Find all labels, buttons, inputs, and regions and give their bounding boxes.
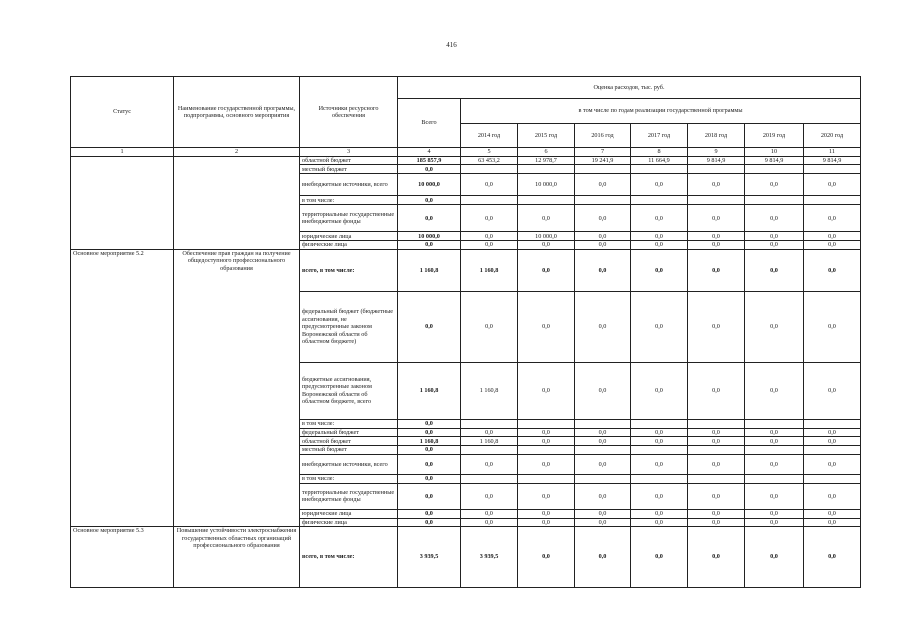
year-value	[804, 196, 861, 205]
year-value: 63 453,2	[461, 157, 518, 165]
year-value: 1 160,8	[461, 362, 518, 419]
year-value: 0,0	[518, 454, 575, 474]
total-value: 0,0	[398, 205, 461, 232]
year-value	[804, 419, 861, 428]
measure-name: Повышение устойчивости электроснабжения государственных областных организаций профессионального образования	[174, 527, 300, 588]
year-value	[461, 419, 518, 428]
funding-source: территориальные государственные внебюджетные фонды	[300, 205, 398, 232]
year-value	[518, 165, 575, 174]
total-value: 1 160,8	[398, 362, 461, 419]
funding-source: юридические лица	[300, 232, 398, 241]
year-value: 0,0	[575, 291, 631, 362]
total-value: 0,0	[398, 474, 461, 483]
header-estimate: Оценка расходов, тыс. руб.	[398, 77, 861, 99]
year-value	[688, 419, 745, 428]
year-value: 0,0	[804, 205, 861, 232]
year-value: 0,0	[631, 241, 688, 249]
year-value: 0,0	[804, 241, 861, 249]
funding-source: местный бюджет	[300, 165, 398, 174]
header-year: 2017 год	[631, 124, 688, 148]
year-value: 0,0	[688, 362, 745, 419]
year-value: 0,0	[688, 454, 745, 474]
year-value: 0,0	[461, 232, 518, 241]
table-row	[71, 157, 861, 165]
year-value	[461, 196, 518, 205]
year-value: 0,0	[804, 454, 861, 474]
year-value: 0,0	[745, 174, 804, 196]
year-value: 0,0	[804, 291, 861, 362]
year-value: 0,0	[688, 518, 745, 526]
year-value: 0,0	[631, 509, 688, 518]
year-value	[518, 474, 575, 483]
year-value: 19 241,9	[575, 157, 631, 165]
measure-name	[174, 157, 300, 250]
year-value: 0,0	[518, 241, 575, 249]
year-value: 11 664,9	[631, 157, 688, 165]
year-value: 0,0	[461, 454, 518, 474]
funding-source: в том числе:	[300, 419, 398, 428]
year-value	[518, 196, 575, 205]
year-value: 0,0	[518, 437, 575, 446]
year-value: 0,0	[688, 205, 745, 232]
column-number: 11	[804, 148, 861, 157]
year-value: 0,0	[745, 205, 804, 232]
year-value: 0,0	[688, 232, 745, 241]
funding-source: внебюджетные источники, всего	[300, 454, 398, 474]
header-year: 2019 год	[745, 124, 804, 148]
year-value: 0,0	[575, 509, 631, 518]
year-value: 9 814,9	[745, 157, 804, 165]
year-value: 0,0	[688, 291, 745, 362]
year-value: 0,0	[575, 437, 631, 446]
year-value	[745, 196, 804, 205]
year-value: 0,0	[631, 527, 688, 588]
year-value: 0,0	[575, 483, 631, 509]
column-number: 2	[174, 148, 300, 157]
year-value: 0,0	[575, 241, 631, 249]
year-value: 0,0	[461, 174, 518, 196]
year-value: 0,0	[461, 483, 518, 509]
year-value: 0,0	[575, 362, 631, 419]
column-number: 4	[398, 148, 461, 157]
year-value: 0,0	[631, 518, 688, 526]
year-value	[575, 196, 631, 205]
year-value: 0,0	[575, 205, 631, 232]
year-value	[745, 474, 804, 483]
funding-source: внебюджетные источники, всего	[300, 174, 398, 196]
year-value	[518, 419, 575, 428]
year-value: 0,0	[745, 249, 804, 291]
funding-source: в том числе:	[300, 474, 398, 483]
header-year: 2020 год	[804, 124, 861, 148]
year-value: 0,0	[461, 241, 518, 249]
total-value: 0,0	[398, 428, 461, 436]
funding-source: территориальные государственные внебюджетные фонды	[300, 483, 398, 509]
total-value: 0,0	[398, 446, 461, 454]
year-value: 0,0	[631, 428, 688, 436]
year-value: 0,0	[745, 509, 804, 518]
year-value: 1 160,8	[461, 249, 518, 291]
year-value	[688, 446, 745, 454]
year-value: 9 814,9	[688, 157, 745, 165]
total-value: 185 857,9	[398, 157, 461, 165]
group-measure-5-2	[71, 249, 861, 526]
year-value: 0,0	[518, 291, 575, 362]
year-value: 0,0	[804, 437, 861, 446]
table-row	[71, 527, 861, 588]
funding-source: всего, в том числе:	[300, 249, 398, 291]
year-value	[575, 446, 631, 454]
header-total: Всего	[398, 99, 461, 148]
year-value: 0,0	[804, 527, 861, 588]
measure-status: Основное мероприятие 5.3	[71, 527, 174, 588]
year-value: 0,0	[461, 518, 518, 526]
page-number: 416	[446, 41, 457, 49]
year-value: 0,0	[688, 428, 745, 436]
year-value: 0,0	[745, 527, 804, 588]
year-value: 12 978,7	[518, 157, 575, 165]
year-value: 0,0	[631, 232, 688, 241]
year-value: 0,0	[688, 437, 745, 446]
total-value: 3 939,5	[398, 527, 461, 588]
year-value: 0,0	[745, 428, 804, 436]
total-value: 0,0	[398, 241, 461, 249]
year-value: 0,0	[461, 291, 518, 362]
total-value: 0,0	[398, 196, 461, 205]
year-value: 0,0	[745, 483, 804, 509]
year-value: 0,0	[804, 509, 861, 518]
header-year: 2015 год	[518, 124, 575, 148]
year-value: 3 939,5	[461, 527, 518, 588]
year-value: 0,0	[688, 483, 745, 509]
year-value	[745, 165, 804, 174]
year-value	[804, 446, 861, 454]
column-number: 6	[518, 148, 575, 157]
funding-source: всего, в том числе:	[300, 527, 398, 588]
header-by-years: в том числе по годам реализации государственной программы	[461, 99, 861, 124]
year-value: 10 000,0	[518, 174, 575, 196]
year-value: 0,0	[575, 249, 631, 291]
funding-source: областной бюджет	[300, 157, 398, 165]
year-value: 0,0	[631, 483, 688, 509]
total-value: 0,0	[398, 291, 461, 362]
total-value: 10 000,0	[398, 232, 461, 241]
year-value: 0,0	[518, 527, 575, 588]
year-value: 0,0	[631, 362, 688, 419]
column-number: 7	[575, 148, 631, 157]
year-value: 0,0	[745, 232, 804, 241]
funding-source: в том числе:	[300, 196, 398, 205]
group-measure-5-3	[71, 527, 861, 588]
year-value	[745, 446, 804, 454]
header-status: Статус	[71, 77, 174, 148]
total-value: 0,0	[398, 454, 461, 474]
year-value: 9 814,9	[804, 157, 861, 165]
year-value: 0,0	[688, 249, 745, 291]
header-name: Наименование государственной программы, подпрограммы, основного мероприятия	[174, 77, 300, 148]
year-value: 0,0	[745, 362, 804, 419]
year-value	[461, 446, 518, 454]
year-value: 0,0	[688, 527, 745, 588]
year-value	[804, 165, 861, 174]
year-value	[461, 474, 518, 483]
budget-table	[70, 76, 861, 588]
year-value	[688, 474, 745, 483]
year-value	[575, 474, 631, 483]
year-value: 0,0	[631, 205, 688, 232]
year-value	[631, 446, 688, 454]
funding-source: федеральный бюджет	[300, 428, 398, 436]
year-value	[631, 165, 688, 174]
year-value: 0,0	[631, 437, 688, 446]
column-number: 1	[71, 148, 174, 157]
year-value: 0,0	[461, 509, 518, 518]
year-value: 0,0	[688, 509, 745, 518]
funding-source: областной бюджет	[300, 437, 398, 446]
year-value: 10 000,0	[518, 232, 575, 241]
total-value: 1 160,8	[398, 437, 461, 446]
header-sources: Источники ресурсного обеспечения	[300, 77, 398, 148]
column-number: 3	[300, 148, 398, 157]
year-value: 0,0	[518, 483, 575, 509]
year-value: 0,0	[575, 428, 631, 436]
year-value: 0,0	[575, 454, 631, 474]
measure-name: Обеспечение прав граждан на получение общедоступного профессионального образования	[174, 249, 300, 526]
total-value: 10 000,0	[398, 174, 461, 196]
year-value: 0,0	[575, 232, 631, 241]
year-value: 0,0	[631, 249, 688, 291]
year-value	[688, 165, 745, 174]
year-value: 0,0	[804, 428, 861, 436]
year-value	[461, 165, 518, 174]
year-value	[518, 446, 575, 454]
year-value	[631, 196, 688, 205]
year-value: 0,0	[745, 454, 804, 474]
year-value: 0,0	[461, 428, 518, 436]
year-value: 0,0	[804, 483, 861, 509]
year-value: 0,0	[518, 518, 575, 526]
year-value: 0,0	[461, 205, 518, 232]
funding-source: бюджетные ассигнования, предусмотренные законом Воронежской области об областном бюджете, всего	[300, 362, 398, 419]
year-value: 0,0	[745, 437, 804, 446]
year-value	[631, 474, 688, 483]
total-value: 0,0	[398, 165, 461, 174]
total-value: 0,0	[398, 419, 461, 428]
year-value: 0,0	[518, 509, 575, 518]
year-value: 0,0	[745, 241, 804, 249]
year-value: 0,0	[804, 362, 861, 419]
year-value: 0,0	[518, 205, 575, 232]
year-value: 0,0	[631, 291, 688, 362]
year-value	[575, 165, 631, 174]
year-value	[745, 419, 804, 428]
funding-source: федеральный бюджет (бюджетные ассигнования, не предусмотренные законом Воронежской области об областном бюджете)	[300, 291, 398, 362]
funding-source: физические лица	[300, 241, 398, 249]
total-value: 0,0	[398, 509, 461, 518]
funding-source: местный бюджет	[300, 446, 398, 454]
header-year: 2018 год	[688, 124, 745, 148]
year-value: 0,0	[631, 454, 688, 474]
year-value	[575, 419, 631, 428]
group-continuation	[71, 157, 861, 250]
year-value: 0,0	[688, 241, 745, 249]
total-value: 1 160,8	[398, 249, 461, 291]
total-value: 0,0	[398, 518, 461, 526]
year-value: 0,0	[745, 518, 804, 526]
year-value	[804, 474, 861, 483]
total-value: 0,0	[398, 483, 461, 509]
year-value: 0,0	[745, 291, 804, 362]
year-value: 0,0	[575, 518, 631, 526]
year-value: 0,0	[575, 527, 631, 588]
measure-status: Основное мероприятие 5.2	[71, 249, 174, 526]
year-value: 0,0	[804, 518, 861, 526]
year-value: 1 160,8	[461, 437, 518, 446]
measure-status	[71, 157, 174, 250]
year-value: 0,0	[631, 174, 688, 196]
header-year: 2014 год	[461, 124, 518, 148]
year-value: 0,0	[688, 174, 745, 196]
table-row	[71, 249, 861, 291]
year-value: 0,0	[804, 232, 861, 241]
column-number: 10	[745, 148, 804, 157]
column-number: 5	[461, 148, 518, 157]
year-value: 0,0	[575, 174, 631, 196]
year-value: 0,0	[518, 249, 575, 291]
funding-source: юридические лица	[300, 509, 398, 518]
funding-source: физические лица	[300, 518, 398, 526]
year-value	[631, 419, 688, 428]
year-value: 0,0	[804, 249, 861, 291]
header-year: 2016 год	[575, 124, 631, 148]
year-value: 0,0	[804, 174, 861, 196]
year-value: 0,0	[518, 428, 575, 436]
year-value: 0,0	[518, 362, 575, 419]
column-number: 8	[631, 148, 688, 157]
year-value	[688, 196, 745, 205]
column-number: 9	[688, 148, 745, 157]
